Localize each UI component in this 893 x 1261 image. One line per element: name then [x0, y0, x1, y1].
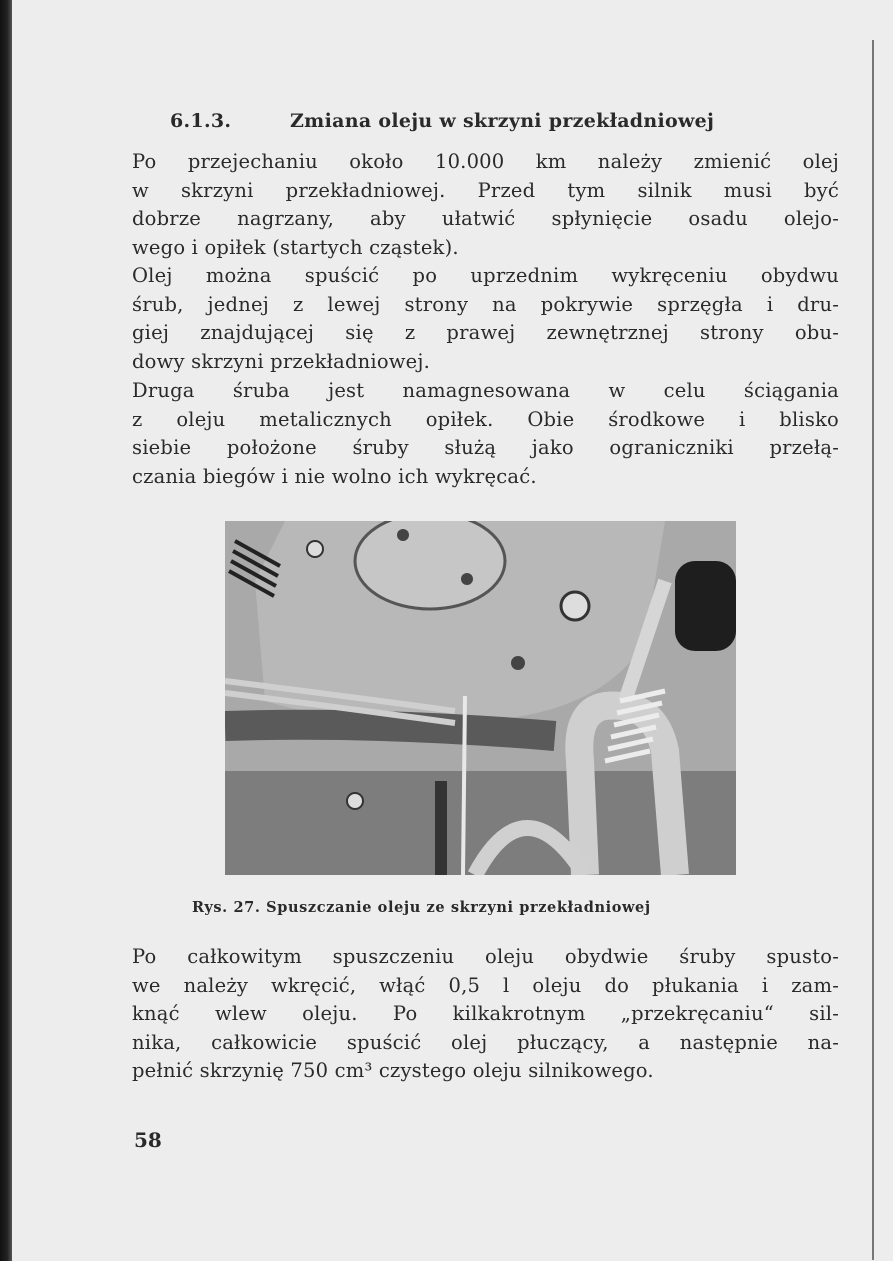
- section-heading: [170, 110, 830, 132]
- text-line: siebie położone śruby służą jako ograniczniki przełą-: [132, 436, 839, 460]
- engine-gearbox-photo: [225, 521, 736, 875]
- text-line: czania biegów i nie wolno ich wykręcać.: [132, 464, 537, 488]
- section-title: Zmiana oleju w skrzyni przekładniowej: [290, 110, 715, 132]
- text-line: Po przejechaniu około 10.000 km należy zmienić olej: [132, 150, 839, 173]
- page-number: 58: [134, 1128, 162, 1152]
- paragraph-3: [132, 377, 839, 491]
- text-line: dobrze nagrzany, aby ułatwić spłynięcie osadu olejo-: [132, 207, 839, 231]
- page-edge-line: [872, 40, 874, 1260]
- paragraph-2: [132, 262, 839, 376]
- text-line: Olej można spuścić po uprzednim wykręceniu obydwu: [132, 264, 839, 287]
- text-line: nika, całkowicie spuścić olej płuczący, a następnie na-: [132, 1030, 839, 1054]
- text-line: Po całkowitym spuszczeniu oleju obydwie śruby spusto-: [132, 945, 839, 968]
- paragraph-4: [132, 943, 839, 1086]
- text-line: giej znajdującej się z prawej zewnętrznej strony obu-: [132, 321, 839, 345]
- text-line: z oleju metalicznych opiłek. Obie środkowe i blisko: [132, 407, 839, 431]
- text-line: we należy wkręcić, włąć 0,5 l oleju do płukania i zam-: [132, 973, 839, 997]
- text-line: Druga śruba jest namagnesowana w celu ściągania: [132, 379, 839, 402]
- text-line: knąć wlew oleju. Po kilkakrotnym „przekręcaniu“ sil-: [132, 1002, 839, 1026]
- text-line: pełnić skrzynię 750 cm³ czystego oleju silnikowego.: [132, 1059, 654, 1083]
- paragraph-1: [132, 148, 839, 262]
- text-line: w skrzyni przekładniowej. Przed tym silnik musi być: [132, 178, 839, 202]
- section-number: 6.1.3.: [170, 110, 232, 132]
- text-line: dowy skrzyni przekładniowej.: [132, 349, 431, 373]
- text-line: śrub, jednej z lewej strony na pokrywie sprzęgła i dru-: [132, 292, 839, 316]
- figure-caption: Rys. 27. Spuszczanie oleju ze skrzyni przekładniowej: [192, 899, 651, 916]
- page-binding-shadow: [0, 0, 12, 1261]
- text-line: wego i opiłek (startych cząstek).: [132, 235, 459, 259]
